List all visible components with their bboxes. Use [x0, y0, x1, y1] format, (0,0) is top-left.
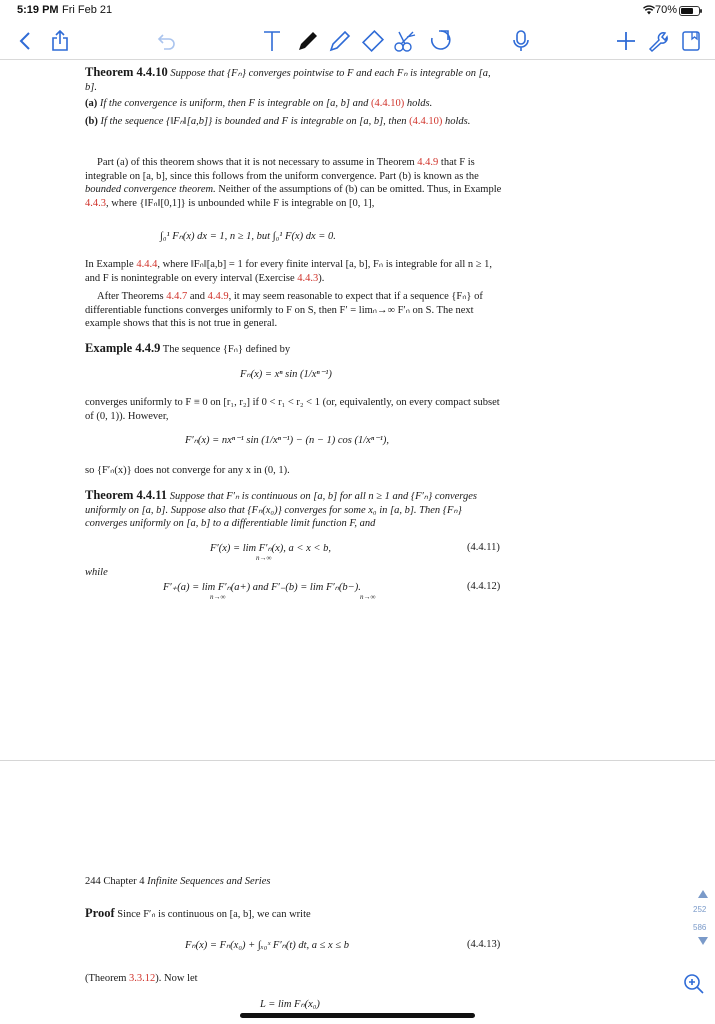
exercise-link[interactable]: 4.4.3 — [297, 272, 319, 284]
status-time: 5:19 PM — [17, 4, 59, 16]
paragraph — [85, 156, 505, 210]
text: , where {‖Fₙ‖[0,1]} is unbounded while F is integrable on [0, 1], — [106, 197, 375, 209]
theorem-part-a — [85, 97, 505, 111]
theorem-link[interactable]: 4.4.9 — [417, 157, 439, 168]
text: Neither of the assumptions of (b) can be omitted. Thus, in Example — [218, 184, 502, 195]
example-4-4-9 — [85, 342, 505, 357]
shapes-icon[interactable] — [427, 28, 453, 54]
part-text-end: holds. — [406, 98, 433, 109]
equation: F′₊(a) = lim F′ₙ(a+) and F′₋(b) = lim F′ₙ(b−). — [163, 582, 361, 593]
battery-icon — [679, 6, 700, 16]
share-icon[interactable] — [47, 28, 73, 54]
theorem-body: Suppose that F′ₙ is continuous on [a, b] for all n ≥ 1 and {F′ₙ} converges uniformly on [a, b]. Suppose also that {Fₙ(x₀)} converges for some x₀ in [a, b]. Then {Fₙ} converges uniformly on [a, b] to a differentiable limit function F, and — [85, 491, 477, 529]
page-up-icon[interactable] — [698, 890, 708, 898]
status-date: Fri Feb 21 — [62, 4, 113, 16]
eraser-icon[interactable] — [360, 28, 386, 54]
back-chevron-icon[interactable] — [12, 28, 38, 54]
paragraph — [85, 396, 505, 423]
part-label: (a) — [85, 98, 98, 109]
lasso-icon[interactable] — [393, 28, 419, 54]
theorem-4-4-11 — [85, 489, 505, 531]
paragraph — [85, 258, 505, 285]
battery-percent: 70% — [655, 4, 678, 16]
pen-icon[interactable] — [295, 28, 321, 54]
text: and — [189, 291, 205, 302]
equation-subscript: n→∞ — [360, 593, 376, 601]
document-page[interactable] — [0, 761, 715, 1024]
equation-subscript: n→∞ — [210, 593, 226, 601]
equation: ∫₀¹ Fₙ(x) dx = 1, n ≥ 1, but ∫₀¹ F(x) dx = 0. — [160, 231, 336, 242]
equation-number: (4.4.11) — [467, 542, 500, 553]
proof — [85, 907, 505, 922]
theorem-link[interactable]: 4.4.9 — [207, 291, 229, 302]
theorem-link[interactable]: 3.3.12 — [129, 973, 156, 984]
theorem-heading: Theorem 4.4.10 — [85, 65, 168, 79]
equation-subscript: n→∞ — [256, 554, 272, 562]
running-head-title: Infinite Sequences and Series — [147, 876, 271, 887]
text: so {F′ₙ(x)} does not converge for any x in (0, 1). — [85, 465, 290, 476]
example-text: The sequence {Fₙ} defined by — [162, 344, 291, 355]
home-indicator[interactable] — [240, 1013, 475, 1018]
wrench-icon[interactable] — [645, 28, 671, 54]
text-tool-icon[interactable] — [259, 28, 285, 54]
equation-number: (4.4.13) — [467, 939, 501, 950]
equation-link[interactable]: (4.4.10) — [409, 116, 443, 127]
equation: F′(x) = lim F′ₙ(x), a < x < b, — [210, 543, 331, 554]
theorem-4-4-10 — [85, 66, 505, 94]
text: that F is integrable on [a, b], since this follows from the uniform convergence. Part (b) is known as the — [85, 157, 479, 182]
page-total: 586 — [693, 923, 707, 932]
text: ). — [318, 272, 325, 284]
example-link[interactable]: 4.4.3 — [85, 197, 106, 209]
page-current: 252 — [693, 905, 707, 914]
text: Part (a) of this theorem shows that it is not necessary to assume in Theorem — [97, 157, 415, 168]
theorem-body: Suppose that {Fₙ} converges pointwise to F and each Fₙ is integrable on [a, b]. — [85, 68, 491, 93]
status-bar — [0, 0, 715, 22]
theorem-part-b — [85, 115, 505, 129]
equation: Fₙ(x) = xⁿ sin (1/xⁿ⁻¹) — [240, 369, 332, 380]
paragraph — [85, 972, 505, 986]
part-text: If the convergence is uniform, then F is integrable on [a, b] and — [99, 98, 369, 109]
text: , it may seem reasonable to expect that if a sequence {Fₙ} of differentiable functions converges uniformly to F on S, then F′ = limₙ→∞ F′ₙ on S. The next example shows that this is not true in general. — [85, 291, 483, 329]
equation-link[interactable]: (4.4.10) — [370, 98, 405, 109]
equation: L = lim Fₙ(x₀) — [260, 999, 320, 1010]
paragraph — [85, 464, 505, 478]
text-italic: bounded convergence theorem. — [85, 184, 216, 195]
toolbar — [0, 22, 715, 60]
equation: F′ₙ(x) = nxⁿ⁻¹ sin (1/xⁿ⁻¹) − (n − 1) cos (1/xⁿ⁻¹), — [185, 435, 389, 446]
theorem-link[interactable]: 4.4.7 — [166, 291, 188, 302]
while-text: while — [85, 567, 108, 578]
add-page-icon[interactable] — [613, 28, 639, 54]
proof-heading: Proof — [85, 906, 115, 920]
text: After Theorems — [97, 291, 164, 302]
undo-icon[interactable] — [153, 28, 179, 54]
running-head — [85, 875, 505, 889]
part-label: (b) — [85, 116, 98, 127]
text: , where ‖Fₙ‖[a,b] = 1 for every finite interval [a, b], Fₙ is integrable for all n ≥ 1, and F is nonintegrable on every interval (Exercise — [85, 259, 493, 284]
text: In Example — [85, 259, 134, 270]
microphone-icon[interactable] — [508, 28, 534, 54]
equation-number: (4.4.12) — [467, 581, 501, 592]
theorem-heading: Theorem 4.4.11 — [85, 488, 168, 502]
paragraph — [85, 290, 505, 331]
example-heading: Example 4.4.9 — [85, 341, 161, 355]
text: (Theorem — [85, 973, 127, 984]
running-head-text: 244 Chapter 4 — [85, 876, 145, 887]
wifi-icon — [643, 5, 655, 18]
example-link[interactable]: 4.4.4 — [136, 259, 158, 270]
proof-text: Since F′ₙ is continuous on [a, b], we can write — [117, 909, 311, 920]
bookmark-icon[interactable] — [678, 28, 704, 54]
page-down-icon[interactable] — [698, 937, 708, 945]
highlighter-icon[interactable] — [327, 28, 353, 54]
text: ). Now let — [155, 973, 198, 984]
part-text-end: holds. — [445, 116, 471, 127]
equation: Fₙ(x) = Fₙ(x₀) + ∫ₓ₀ˣ F′ₙ(t) dt, a ≤ x ≤ b — [185, 940, 349, 951]
text: converges uniformly to F ≡ 0 on [r₁, r₂] if 0 < r₁ < r₂ < 1 (or, equivalently, on every compact subset of (0, 1)). However, — [85, 397, 500, 422]
document-page[interactable] — [0, 60, 715, 760]
zoom-icon[interactable] — [682, 972, 706, 996]
part-text: If the sequence {‖Fₙ‖[a,b]} is bounded and F is integrable on [a, b], then — [100, 116, 407, 127]
